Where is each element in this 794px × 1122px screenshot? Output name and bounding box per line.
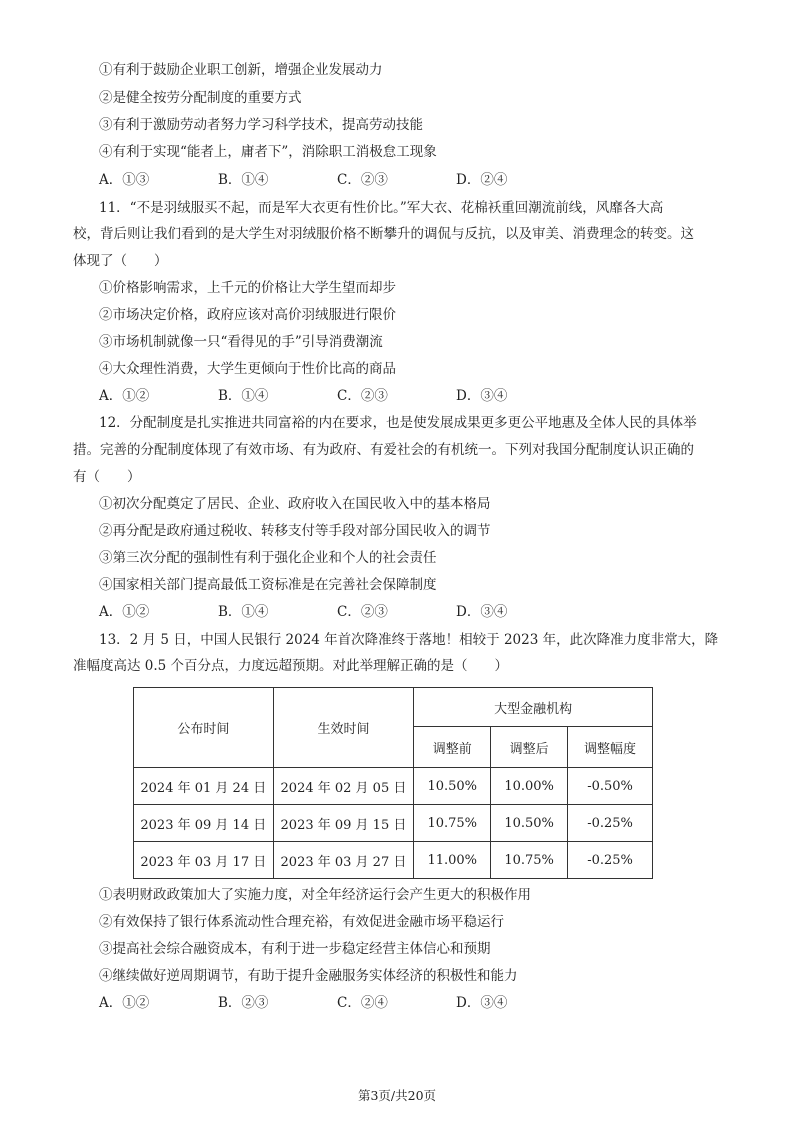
q11-option-c[interactable]: C．②③: [337, 388, 388, 404]
q11-statement-1: ①价格影响需求，上千元的价格让大学生望而却步: [99, 280, 396, 296]
q11-stem-line-3: 体现了（ ）: [73, 253, 168, 269]
q12-stem-line-2: 措。完善的分配制度体现了有效市场、有为政府、有爱社会的有机统一。下列对我国分配制度认识正确的: [73, 442, 694, 458]
header-after: 调整后: [491, 727, 568, 768]
q13-stem-line-1: 13．2 月 5 日，中国人民银行 2024 年首次降准终于落地！相较于 2023 年，此次降准力度非常大，降: [99, 632, 719, 648]
cell-before: 10.50%: [414, 768, 491, 805]
q12-option-c[interactable]: C．②③: [337, 604, 388, 620]
cell-publish-date: 2024 年 01 月 24 日: [134, 768, 274, 805]
q12-option-d[interactable]: D．③④: [456, 604, 508, 620]
cell-effective-date: 2023 年 09 月 15 日: [273, 805, 414, 842]
q10-option-d[interactable]: D．②④: [456, 172, 508, 188]
q13-option-b[interactable]: B．②③: [218, 995, 269, 1011]
cell-effective-date: 2024 年 02 月 05 日: [273, 768, 414, 805]
cell-after: 10.50%: [491, 805, 568, 842]
q11-option-d[interactable]: D．③④: [456, 388, 508, 404]
q13-statement-2: ②有效保持了银行体系流动性合理充裕，有效促进金融市场平稳运行: [99, 914, 504, 930]
q10-option-c[interactable]: C．②③: [337, 172, 388, 188]
q12-option-b[interactable]: B．①④: [218, 604, 269, 620]
q12-statement-4: ④国家相关部门提高最低工资标准是在完善社会保障制度: [99, 577, 437, 593]
q10-option-a[interactable]: A．①③: [99, 172, 150, 188]
header-large-institutions: 大型金融机构: [414, 688, 653, 727]
cell-before: 11.00%: [414, 842, 491, 879]
cell-after: 10.75%: [491, 842, 568, 879]
header-effective-date: 生效时间: [273, 688, 414, 768]
q10-statement-2: ②是健全按劳分配制度的重要方式: [99, 90, 302, 106]
cell-change: -0.25%: [568, 842, 653, 879]
q13-stem-line-2: 准幅度高达 0.5 个百分点，力度远超预期。对此举理解正确的是（ ）: [73, 658, 509, 674]
q12-stem-line-1: 12．分配制度是扎实推进共同富裕的内在要求，也是使发展成果更多更公平地惠及全体人民的具体举: [99, 415, 697, 431]
q13-statement-3: ③提高社会综合融资成本，有利于进一步稳定经营主体信心和预期: [99, 941, 491, 957]
header-before: 调整前: [414, 727, 491, 768]
cell-change: -0.50%: [568, 768, 653, 805]
cell-before: 10.75%: [414, 805, 491, 842]
q11-statement-2: ②市场决定价格，政府应该对高价羽绒服进行限价: [99, 307, 396, 323]
header-change: 调整幅度: [568, 727, 653, 768]
table-row: [134, 768, 653, 805]
q11-statement-3: ③市场机制就像一只“看得见的手”引导消费潮流: [99, 334, 383, 350]
q11-stem-line-1: 11．“不是羽绒服买不起，而是军大衣更有性价比。”军大衣、花棉袄重回潮流前线，风靡各大高: [99, 200, 664, 216]
q12-stem-line-3: 有（ ）: [73, 469, 141, 485]
table-row: [134, 842, 653, 879]
q11-stem-line-2: 校，背后则让我们看到的是大学生对羽绒服价格不断攀升的调侃与反抗，以及审美、消费理念的转变。这: [73, 226, 694, 242]
q13-statement-1: ①表明财政政策加大了实施力度，对全年经济运行会产生更大的积极作用: [99, 887, 531, 903]
cell-change: -0.25%: [568, 805, 653, 842]
q10-statement-3: ③有利于激励劳动者努力学习科学技术，提高劳动技能: [99, 117, 423, 133]
rrr-adjustment-table: [133, 687, 653, 879]
q12-statement-3: ③第三次分配的强制性有利于强化企业和个人的社会责任: [99, 550, 437, 566]
q13-option-d[interactable]: D．③④: [456, 995, 508, 1011]
q10-option-b[interactable]: B．①④: [218, 172, 269, 188]
header-publish-date: 公布时间: [134, 688, 274, 768]
q13-option-c[interactable]: C．②④: [337, 995, 388, 1011]
q13-statement-4: ④继续做好逆周期调节，有助于提升金融服务实体经济的积极性和能力: [99, 968, 518, 984]
q10-statement-4: ④有利于实现“能者上，庸者下”，消除职工消极怠工现象: [99, 144, 437, 160]
cell-effective-date: 2023 年 03 月 27 日: [273, 842, 414, 879]
q11-statement-4: ④大众理性消费，大学生更倾向于性价比高的商品: [99, 361, 396, 377]
table-row: [134, 805, 653, 842]
q10-statement-1: ①有利于鼓励企业职工创新，增强企业发展动力: [99, 62, 383, 78]
cell-publish-date: 2023 年 09 月 14 日: [134, 805, 274, 842]
cell-after: 10.00%: [491, 768, 568, 805]
q12-statement-1: ①初次分配奠定了居民、企业、政府收入在国民收入中的基本格局: [99, 496, 491, 512]
q12-option-a[interactable]: A．①②: [99, 604, 150, 620]
q11-option-b[interactable]: B．①④: [218, 388, 269, 404]
cell-publish-date: 2023 年 03 月 17 日: [134, 842, 274, 879]
q12-statement-2: ②再分配是政府通过税收、转移支付等手段对部分国民收入的调节: [99, 523, 491, 539]
q11-option-a[interactable]: A．①②: [99, 388, 150, 404]
q13-option-a[interactable]: A．①②: [99, 995, 150, 1011]
page-number: 第3页/共20页: [357, 1088, 437, 1103]
